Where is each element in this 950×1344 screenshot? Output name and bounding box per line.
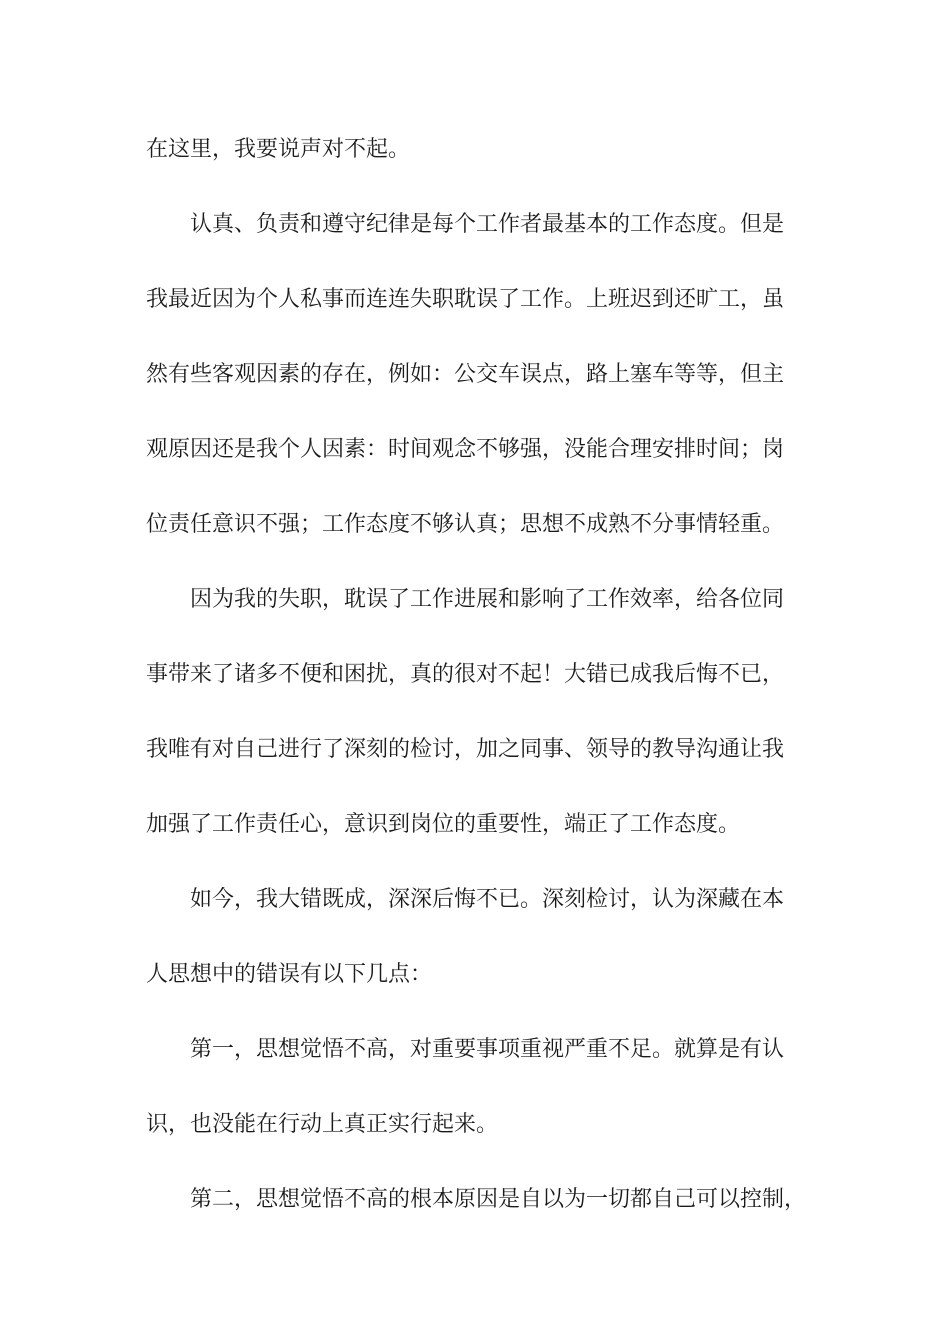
text-line: 在这里，我要说声对不起。 bbox=[146, 137, 411, 162]
text-line: 第一，思想觉悟不高，对重要事项重视严重不足。就算是有认 bbox=[190, 1037, 785, 1062]
text-line: 我最近因为个人私事而连连失职耽误了工作。上班迟到还旷工，虽 bbox=[146, 287, 785, 312]
text-line: 认真、负责和遵守纪律是每个工作者最基本的工作态度。但是 bbox=[190, 212, 785, 237]
text-line: 我唯有对自己进行了深刻的检讨，加之同事、领导的教导沟通让我 bbox=[146, 737, 785, 762]
text-line: 然有些客观因素的存在，例如：公交车误点，路上塞车等等，但主 bbox=[146, 362, 785, 387]
text-line: 第二，思想觉悟不高的根本原因是自以为一切都自己可以控制， bbox=[190, 1187, 807, 1212]
text-line: 如今，我大错既成，深深后悔不已。深刻检讨，认为深藏在本 bbox=[190, 887, 785, 912]
text-line: 人思想中的错误有以下几点： bbox=[146, 962, 433, 987]
text-line: 观原因还是我个人因素：时间观念不够强，没能合理安排时间；岗 bbox=[146, 437, 785, 462]
text-line: 因为我的失职，耽误了工作进展和影响了工作效率，给各位同 bbox=[190, 587, 785, 612]
text-line: 识，也没能在行动上真正实行起来。 bbox=[146, 1112, 499, 1137]
text-line: 位责任意识不强；工作态度不够认真；思想不成熟不分事情轻重。 bbox=[146, 512, 785, 537]
text-line: 加强了工作责任心，意识到岗位的重要性，端正了工作态度。 bbox=[146, 812, 741, 837]
text-line: 事带来了诸多不便和困扰，真的很对不起！大错已成我后悔不已， bbox=[146, 662, 785, 687]
